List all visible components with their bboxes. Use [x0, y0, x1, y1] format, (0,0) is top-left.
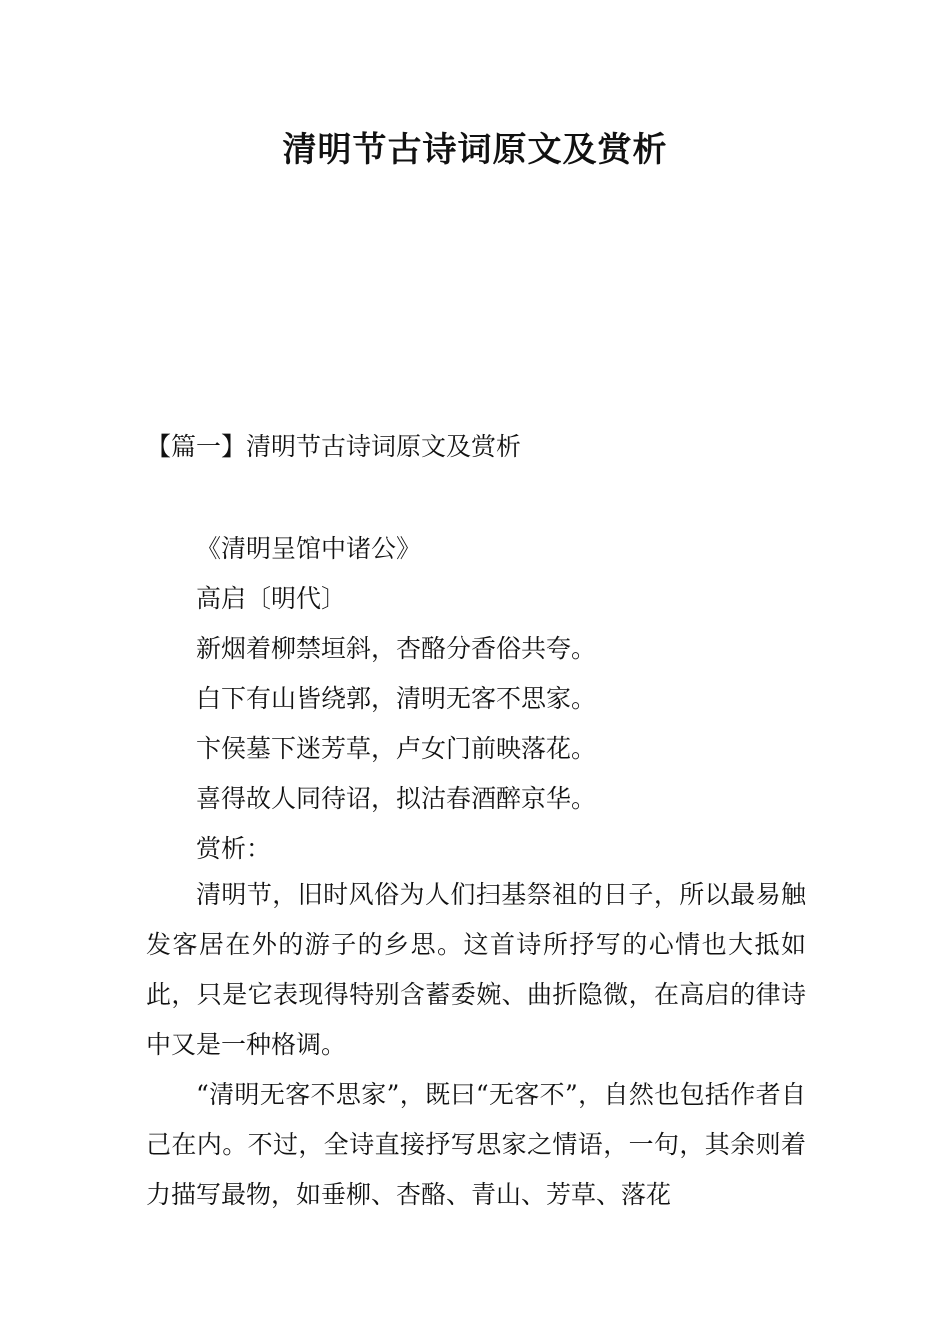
analysis-paragraph: “清明无客不思家”，既曰“无客不”，自然也包括作者自己在内。不过，全诗直接抒写思家之情语，一句，其余则着力描写最物，如垂柳、杏酪、青山、芳草、落花	[146, 1080, 806, 1209]
analysis-label: 赏析：	[196, 834, 272, 863]
analysis-paragraph: 清明节，旧时风俗为人们扫基祭祖的日子，所以最易触发客居在外的游子的乡思。这首诗所抒写的心情也大抵如此，只是它表现得特别含蓄委婉、曲折隐微，在高启的律诗中又是一种格调。	[146, 880, 806, 1059]
poem-block	[196, 530, 856, 880]
poem-line: 卞侯墓下迷芳草，卢女门前映落花。	[196, 734, 597, 763]
poem-line: 喜得故人同待诏，拟沽春酒醉京华。	[196, 784, 597, 813]
poem-author: 高启〔明代〕	[196, 584, 347, 613]
poem-title: 《清明呈馆中诸公》	[196, 534, 422, 563]
poem-line: 新烟着柳禁垣斜，杏酪分香俗共夸。	[196, 634, 597, 663]
section-heading: 【篇一】清明节古诗词原文及赏析	[146, 432, 522, 461]
poem-line: 白下有山皆绕郭，清明无客不思家。	[196, 684, 597, 713]
document-title: 清明节古诗词原文及赏析	[282, 130, 668, 170]
